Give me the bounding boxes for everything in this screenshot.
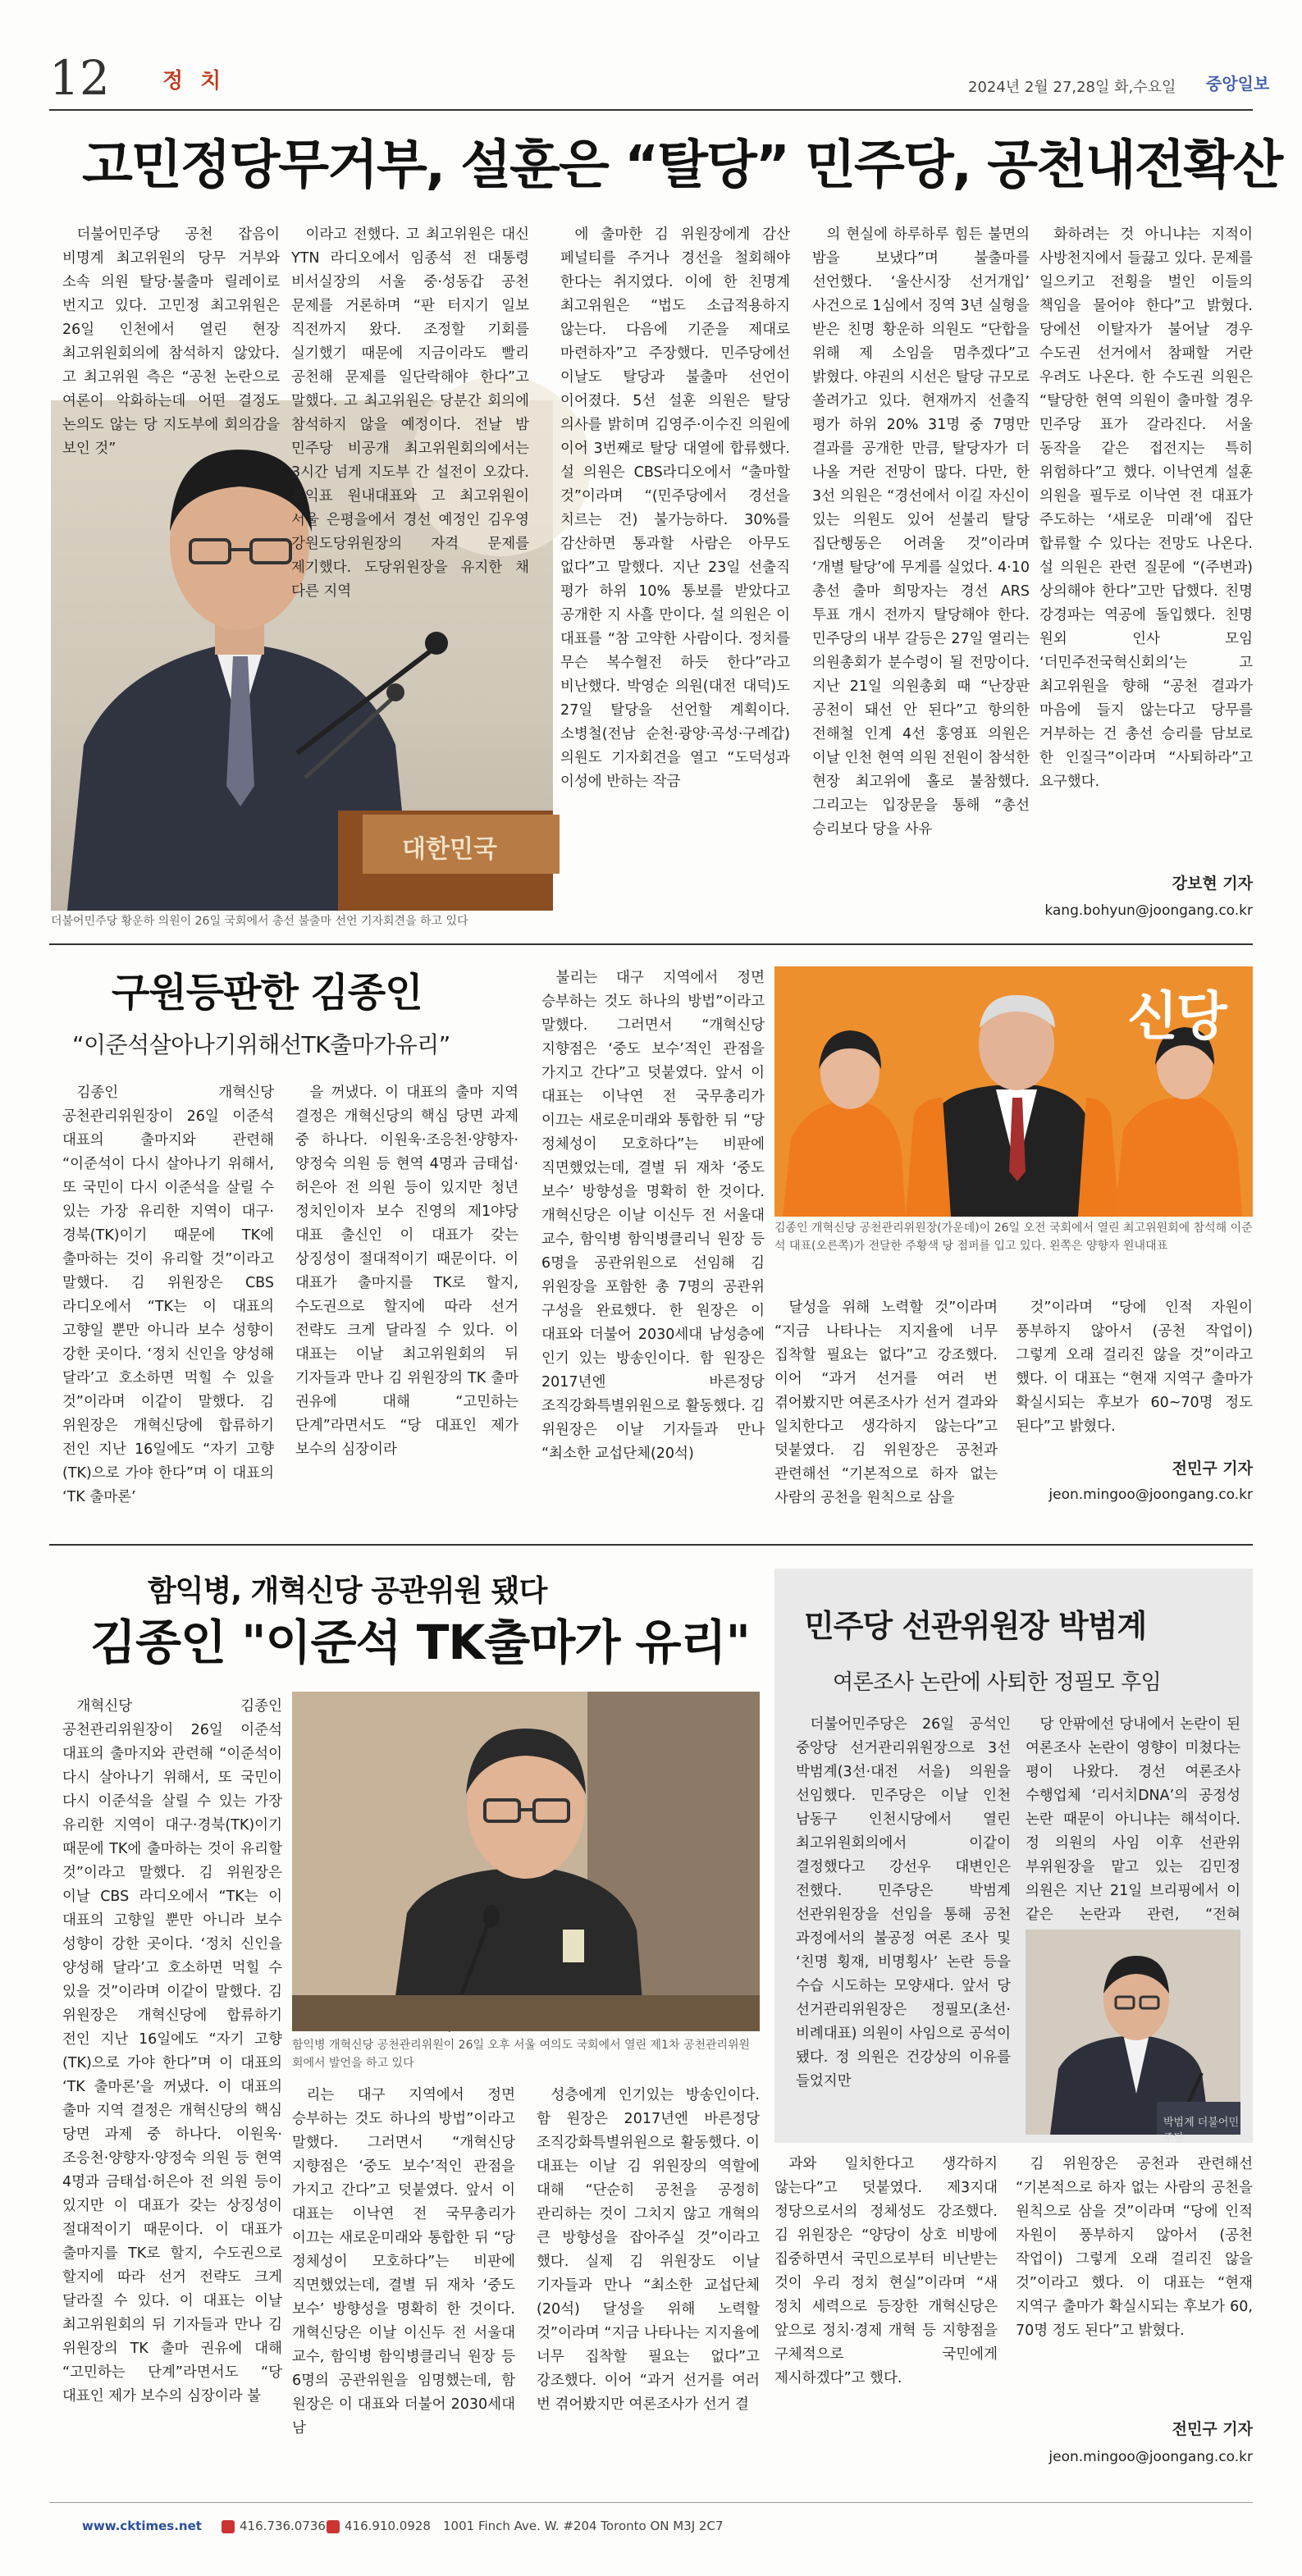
divider-1 (49, 943, 1253, 945)
article3-headline-line2: 김종인 "이준석 TK출마가 유리" (90, 1615, 750, 1670)
article4-photo-caption: 박범계 더불어민주당 (1163, 2117, 1240, 2144)
article3-photo (292, 1692, 760, 2031)
podium-sign: 대한민국 (402, 835, 497, 864)
header-rule (49, 109, 1253, 111)
article3-photo-caption: 함익병 개혁신당 공천관리위원이 26일 오후 서울 여의도 국회에서 열린 제1차 공천관리위원회에서 발언을 하고 있다 (292, 2039, 751, 2070)
dateline: 2024년 2월 27,28일 화,수요일 (968, 79, 1176, 96)
article1-col1: 더불어민주당 공천 잡음이 비명계 최고위원의 당무 거부와 소속 의원 탈당·불출마 릴레이로 번지고 있다. 고민정 최고위원은 26일 인천에서 열린 현장 최고위원회의에 참석하지 않았다. 고 최고위원 측은 “공천 논란으로 여론이 악화하는데 어떤 결정도 논의도 않는 당 지도부에 회의감을 보인 것” (62, 226, 280, 457)
article3-col2: 리는 대구 지역에서 정면 승부하는 것도 하나의 방법”이라고 말했다. 그러면서 “개혁신당 지향점은 ‘중도 보수’적인 관점을 가지고 간다”고 덧붙였다. 앞서 이 대표는 이낙연 전 국무총리가 이끄는 새로운미래와 통합한 뒤 “당 정체성이 모호하다”는 비판에 직면했었는데, 결별 뒤 재차 ‘중도 보수’ 방향성을 명확히 한 것이다. 개혁신당은 이날 이신두 전 서울대 교수, 함익병 함익병클리닉 원장 등 6명의 공관위원을 임명했는데, 함 원장은 이 대표와 더불어 2030세대 남 (292, 2087, 515, 2437)
article2-photo-caption: 김종인 개혁신당 공천관리위원장(가운데)이 26일 오전 국회에서 열린 최고위원회에 참석해 이준석 대표(오른쪽)가 전달한 주황색 당 점퍼를 입고 있다. 왼쪽은 양향자 원내대표 (774, 1222, 1253, 1253)
article4-subhead: 여론조사 논란에 사퇴한 정필모 후임 (833, 1670, 1162, 1695)
footer-address: 1001 Finch Ave. W. #204 Toronto ON M3J 2C7 (443, 2519, 724, 2533)
section-label: 정 치 (162, 69, 226, 94)
phone-icon (222, 2520, 235, 2533)
article2-byline: 전민구 기자 (1172, 1459, 1253, 1478)
article1-col2: 이라고 전했다. 고 최고위원은 대신 YTN 라디오에서 임종석 전 대통령 비서실장의 서울 중·성동갑 공천 문제를 거론하며 “판 터지기 일보 직전까지 왔다. 조정할 기회를 실기했기 때문에 지금이라도 빨리 공천해 문제를 일단락해야 한다”고 말했다. 고 최고위원은 당분간 회의에 참석하지 않을 예정이다. 전날 밤 민주당 비공개 최고위원회의에서는 3시간 넘게 지도부 간 설전이 오갔다. 홍익표 원내대표와 고 최고위원이 서울 은평을에서 경선 예정인 김우영 강원도당위원장의 자격 문제를 제기했다. 도당위원장을 유지한 채 다른 지역 (291, 226, 529, 600)
article2-photo (774, 966, 1253, 1217)
article1-photo-caption: 더불어민주당 황운하 의원이 26일 국회에서 총선 불출마 선언 기자회견을 하고 있다 (51, 915, 468, 928)
article4-col4: 김 위원장은 공천과 관련해선 “기본적으로 하자 없는 사람의 공천을 원칙으로 삼을 것”이라며 “당에 인적 자원이 풍부하지 않아서 (공천 작업이) 그렇게 오래 걸리진 않을 것”이라고 했다. 이 대표는 “현재 지역구 출마가 확실시되는 후보가 60, 70명 정도 된다”고 밝혔다. (1016, 2156, 1253, 2339)
fax-icon (327, 2520, 340, 2533)
party-banner-text: 신당 (1127, 987, 1226, 1048)
article2-headline: 구원등판한 김종인 (112, 970, 423, 1016)
article4-col1: 더불어민주당은 26일 공석인 중앙당 선거관리위원장으로 3선 박범계(3선·대전 서을) 의원을 선임했다. 민주당은 이날 인천 남동구 인천시당에서 열린 최고위원회의에서 이같이 결정했다고 강선우 대변인은 전했다. 민주당은 박범계 선관위원장을 선임을 통해 공천 과정에서의 불공정 여론 조사 및 ‘친명 횡재, 비명횡사’ 논란 등을 수습 시도하는 모양새다. 앞서 당 선거관리위원장은 정필모(초선·비례대표) 의원이 사임으로 공석이 됐다. 정 의원은 건강상의 이유를 들었지만 (796, 1716, 1011, 2090)
article4-col2: 당 안팎에선 당내에서 논란이 된 여론조사 논란이 영향이 미쳤다는 평이 나왔다. 경선 여론조사 수행업체 ‘리서치DNA’의 공정성 논란 때문이 아니냐는 해석이다. 정 의원의 사임 이후 선관위 부위원장을 맡고 있는 김민정 의원은 지난 21일 브리핑에서 이 같은 논란과 관련, “전혀 (1026, 1716, 1240, 1923)
masthead-logo: 중앙일보 (1206, 74, 1270, 94)
article4-photo (1026, 1930, 1240, 2144)
speaker-3-illustration (1026, 1930, 1240, 2135)
article1-col3: 에 출마한 김 위원장에게 감산 페널티를 주거나 경선을 철회해야 한다는 취지였다. 이에 한 친명계 최고위원은 “법도 소급적용하지 않는다. 다음에 기준을 제대로 마련하자”고 주장했다. 민주당에선 이날도 탈당과 불출마 선언이 이어졌다. 5선 설훈 의원은 탈당 의사를 밝히며 김영주·이수진 의원에 이어 3번째로 탈당 대열에 합류했다. 설 의원은 CBS라디오에서 “출마할 것”이라며 “(민주당에서 경선을 치르는 건) 불가능하다. 30%를 감산하면 통과할 사람은 아무도 없다”고 말했다. 지난 23일 선출직 평가 하위 10% 통보를 받았다고 공개한 지 사흘 만이다. 설 의원은 이 대표를 “참 고약한 사람이다. 정치를 무슨 복수혈전 하듯 한다”라고 비난했다. 박영순 의원(대전 대덕)도 27일 탈당을 선언할 계획이다. 소병철(전남 순천·광양·곡성·구례갑) 의원도 기자회견을 열고 “도덕성과 이성에 반하는 작금 (560, 226, 790, 790)
article2-email: jeon.mingoo@joongang.co.kr (1048, 1487, 1253, 1503)
article2-col4: 달성을 위해 노력할 것”이라며 “지금 나타나는 지지율에 너무 집착할 필요는 없다”고 강조했다. 이어 “과거 선거를 여러 번 겪어봤지만 여론조사가 선거 결과와 일치한다고 생각하지 않는다”고 덧붙였다. 김 위원장은 공천과 관련해선 “기본적으로 하자 없는 사람의 공천을 원칙으로 삼을 (774, 1299, 998, 1506)
footer-website[interactable]: www.cktimes.net (82, 2519, 202, 2533)
article1-col5: 화하려는 것 아니냐는 지적이 사방천지에서 들끓고 있다. 문제를 일으키고 전횡을 벌인 이들의 책임을 물어야 한다”고 밝혔다. 당에선 이탈자가 불어날 경우 수도권 선거에서 참패할 거란 우려도 나온다. 한 수도권 의원은 “탈당한 현역 의원이 출마할 경우 민주당 표가 갈라진다. 서울 동작을 같은 접전지는 특히 위험하다”고 했다. 이낙연계 설훈 의원을 필두로 이낙연 전 대표가 주도하는 ‘새로운 미래’에 집단 합류할 수 있다는 전망도 나온다. 설 의원은 관련 질문에 “(주변과) 상의해야 한다”고만 답했다. 친명 강경파는 역공에 돌입했다. 친명 원외 인사 모임 ‘더민주전국혁신회의’는 고 최고위원을 향해 “공천 결과가 마음에 들지 않는다고 당무를 거부하는 건 총선 승리를 담보로 한 인질극”이라며 “사퇴하라”고 요구했다. (1039, 226, 1253, 790)
article3-col3: 성층에게 인기있는 방송인이다. 함 원장은 2017년엔 바른정당 조직강화특별위원으로 활동했다. 이 대표는 이날 김 위원장의 역할에 대해 “단순히 공천을 공정히 관리하는 것이 그치지 않고 개혁의 큰 방향성을 잡아주실 것”이라고 했다. 실제 김 위원장도 이날 기자들과 만나 “최소한 교섭단체(20석) 달성을 위해 노력할 것”이라며 “지금 나타나는 지지율에 너무 집착할 필요는 없다”고 강조했다. 이어 “과거 선거를 여러 번 겪어봤지만 여론조사가 선거 결 (537, 2087, 760, 2413)
article2-col1: 김종인 개혁신당 공천관리위원장이 26일 이준석 대표의 출마지와 관련해 “이준석이 다시 살아나기 위해서, 또 국민이 다시 이준석을 살릴 수 있는 가장 유리한 지역이 대구·경북(TK)이기 때문에 TK에 출마하는 것이 유리할 것”이라고 말했다. 김 위원장은 CBS 라디오에서 “TK는 이 대표의 고향일 뿐만 아니라 보수 성향이 강한 곳이다. ‘정치 신인을 양성해 달라’고 호소하면 먹힐 수 있을 것”이라며 이같이 말했다. 김 위원장은 개혁신당에 합류하기 전인 지난 16일에도 “자기 고향(TK)으로 가야 한다”며 이 대표의 ‘TK 출마론’ (62, 1085, 274, 1505)
article4-headline: 민주당 선관위원장 박범계 (804, 1608, 1147, 1644)
article2-col3: 불리는 대구 지역에서 정면 승부하는 것도 하나의 방법”이라고 말했다. 그러면서 “개혁신당 지향점은 ‘중도 보수’적인 관점을 가지고 간다”고 덧붙였다. 앞서 이 대표는 이낙연 전 국무총리가 이끄는 새로운미래와 통합한 뒤 “당 정체성이 모호하다”는 비판에 직면했었는데, 결별 뒤 재차 ‘중도 보수’ 방향성을 명확히 한 것이다. 개혁신당은 이날 이신두 전 서울대 교수, 함익병 함익병클리닉 원장 등 6명을 공관위원으로 선임해 김 위원장을 포함한 총 7명의 공관위 구성을 완료했다. 한 원장은 이 대표와 더불어 2030세대 남성층에 인기 있는 방송인이다. 함 원장은 2017년엔 바른정당 조직강화특별위원으로 활동했다. 김 위원장은 이날 기자들과 만나 “최소한 교섭단체(20석) (541, 970, 765, 1462)
article2-subhead: “이준석살아나기위해선TK출마가유리” (72, 1031, 450, 1058)
footer-phone2: 416.910.0928 (345, 2519, 431, 2533)
footer-phone1: 416.736.0736 (240, 2519, 326, 2533)
article1-email: kang.bohyun@joongang.co.kr (1044, 902, 1253, 919)
page-number: 12 (49, 50, 110, 106)
article1-col4: 의 현실에 하루하루 힘든 불면의 밤을 보냈다”며 불출마를 선언했다. ‘울산시장 선거개입’ 사건으로 1심에서 징역 3년 실형을 받은 친명 황운하 의원도 “단합을 위해 제 소임을 멈추겠다”고 밝혔다. 야권의 시선은 탈당 규모로 쏠려가고 있다. 현재까지 선출직 평가 하위 20% 31명 중 7명만 결과를 공개한 만큼, 탈당자가 더 나올 거란 전망이 많다. 다만, 한 3선 의원은 “경선에서 이길 자신이 있는 의원도 있어 섣불리 탈당 집단행동은 어려울 것”이라며 ‘개별 탈당’에 무게를 실었다. 4·10 총선 출마 희망자는 경선 ARS 투표 개시 전까지 탈당해야 한다. 민주당의 내부 갈등은 27일 열리는 의원총회가 분수령이 될 전망이다. 지난 21일 의원총회 때 “난장판 공천이 돼선 안 된다”고 항의한 전해철 인계 4선 홍영표 의원은 이날 인천 현역 의원 전원이 참석한 현장 최고위에 홀로 불참했다. 그리고는 입장문을 통해 “총선 승리보다 당을 사유 (812, 226, 1030, 838)
article3-col1: 개혁신당 김종인 공천관리위원장이 26일 이준석 대표의 출마지와 관련해 “이준석이 다시 살아나기 위해서, 또 국민이 다시 이준석을 살릴 수 있는 가장 유리한 지역이 대구·경북(TK)이기 때문에 TK에 출마하는 것이 유리할 것”이라고 말했다. 김 위원장은 이날 CBS 라디오에서 “TK는 이 대표의 고향일 뿐만 아니라 보수 성향이 강한 곳이다. ‘정치 신인을 양성해 달라’고 호소하면 먹힐 수 있을 것”이라며 이같이 말했다. 김 위원장은 개혁신당에 합류하기 전인 지난 16일에도 “자기 고향(TK)으로 가야 한다”며 이 대표의 ‘TK 출마론’을 꺼냈다. 이 대표의 출마 지역 결정은 개혁신당의 핵심 당면 과제 중 하나다. 이원욱·조응천·양향자·양정숙 의원 등 현역 4명과 금태섭·허은아 전 의원 등이 있지만 이 대표가 갖는 상징성이 절대적이기 때문이다. 이 대표가 출마지를 TK로 할지, 수도권으로 할지에 따라 선거 전략도 크게 달라질 수 있다. 이 대표는 이날 최고위원회의 뒤 기자들과 만나 김 위원장의 TK 출마 권유에 대해 “고민하는 단계”라면서도 “당 대표인 제가 보수의 심장이라 불 (62, 1698, 282, 2405)
article4-email: jeon.mingoo@joongang.co.kr (1048, 2449, 1253, 2465)
article1-byline: 강보현 기자 (1172, 875, 1253, 893)
article3-headline-line1: 함익병, 개혁신당 공관위원 됐다 (148, 1574, 547, 1608)
speaker-2-illustration (292, 1692, 760, 2031)
article4-byline: 전민구 기자 (1172, 2420, 1253, 2438)
article1-headline: 고민정당무거부, 설훈은 “탈당” 민주당, 공천내전확산 (82, 135, 1282, 196)
footer-rule (49, 2502, 1253, 2503)
article2-col5: 것”이라며 “당에 인적 자원이 풍부하지 않아서 (공천 작업이) 그렇게 오래 걸리진 않을 것”이라고 했다. 이 대표는 “현재 지역구 출마가 확실시되는 후보가 60~70명 정도 된다”고 밝혔다. (1016, 1299, 1253, 1435)
article2-col2: 을 꺼냈다. 이 대표의 출마 지역 결정은 개혁신당의 핵심 당면 과제 중 하나다. 이원욱·조응천·양향자·양정숙 의원 등 현역 4명과 금태섭·허은아 전 의원 등이 있지만 청년 정치인이자 보수 진영의 제1야당 대표 출신인 이 대표가 갖는 상징성이 절대적이기 때문이다. 이 대표가 출마지를 TK로 할지, 수도권으로 할지에 따라 선거 전략도 크게 달라질 수 있다. 이 대표는 이날 최고위원회의 뒤 기자들과 만나 김 위원장의 TK 출마 권유에 대해 “고민하는 단계”라면서도 “당 대표인 제가 보수의 심장이라 (295, 1085, 519, 1458)
divider-2 (49, 1544, 1253, 1546)
article4-col3: 과와 일치한다고 생각하지 않는다”고 덧붙였다. 제3지대 정당으로서의 정체성도 강조했다. 김 위원장은 “양당이 상호 비방에 집중하면서 국민으로부터 비난받는 것이 우리 정치 현실”이라며 “새 정치 세력으로 등장한 개혁신당은 앞으로 정치·경제 개혁 등 지향점을 구체적으로 국민에게 제시하겠다”고 했다. (774, 2156, 998, 2386)
